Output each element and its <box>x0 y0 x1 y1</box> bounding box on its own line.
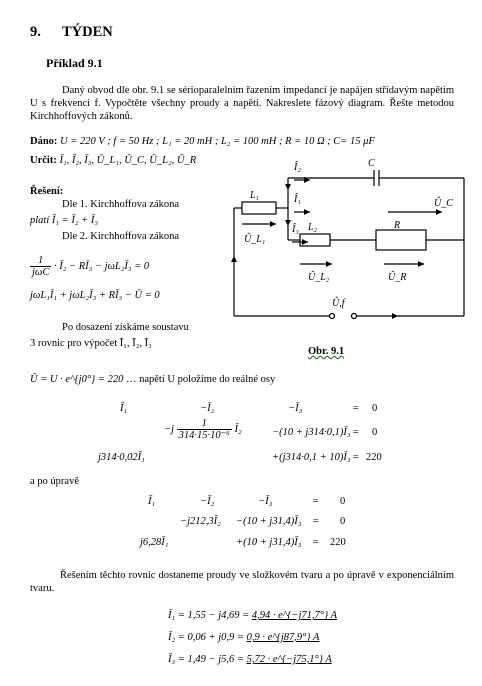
label-uf: Û,f <box>332 298 345 309</box>
sys2-r1-eq: = <box>312 496 320 507</box>
result-i1-left: Ī₁ = 1,55 − j4,69 = <box>168 610 252 621</box>
label-i2: Î₂ <box>294 162 301 173</box>
sys1-r1-c1: Ī₁ <box>120 403 128 414</box>
chapter-title: TÝDEN <box>62 24 113 40</box>
sys2-r2-c2: −j212,3Ī₂ <box>180 516 221 527</box>
sys1-r2-minus-j: −j <box>164 423 175 435</box>
find-text: Ī₁, Ī₂, Ī₃, Ū_L₁, Ū_C, Ū_L₂, Ū_R <box>59 155 197 166</box>
label-ul2: Û_L₂ <box>308 272 330 283</box>
closing-paragraph: Řešením těchto rovnic dostaneme proudy ve složkovém tvaru a po úpravě v exponenciálním tvaru. <box>30 570 454 594</box>
sys2-r3-eq: = <box>312 537 320 548</box>
substitution-text-2: 3 rovnic pro výpočet Ī₁, Ī₂, Ī₃ <box>30 338 152 349</box>
sys2-r3-c3: +(10 + j31,4)Ī₃ <box>236 537 302 548</box>
result-i3-left: Ī₃ = 1,49 − j5,6 = <box>168 654 247 665</box>
find-label: Určit: <box>30 155 57 166</box>
result-i2 <box>168 632 319 643</box>
kvl-equation-1 <box>30 255 149 278</box>
u-definition-line <box>30 374 275 385</box>
result-i1-right: 4,94 · e^{−j71,7°} A <box>251 610 337 621</box>
sys2-r1-c2: −Ī₂ <box>200 496 215 507</box>
inductor-l2 <box>300 234 330 246</box>
solution-label: Řešení: <box>30 186 64 197</box>
given-text: U = 220 V ; f = 50 Hz ; L₁ = 20 mH ; L₂ = 100 mH ; R = 10 Ω ; C= 15 μF <box>60 136 375 147</box>
sys1-r3-c1: j314·0,02Ī₁ <box>98 452 145 463</box>
kvl-equation-2: jωL₁Ī₁ + jωL₂Ī₃ + RĪ₃ − Ū = 0 <box>30 290 160 301</box>
sys1-r3-rhs: 220 <box>366 452 382 463</box>
sys1-r2-fraction <box>177 418 232 441</box>
result-i3-right: 5,72 · e^{−j75,1°} A <box>246 654 332 665</box>
sys1-r1-eq: = <box>352 403 360 414</box>
sys2-r1-c3: −Ī₃ <box>258 496 273 507</box>
sys1-r3-eq: = <box>352 452 360 463</box>
result-i1 <box>168 610 337 621</box>
kirchhoff1-equation: platí Ī₁ = Ī₂ + Ī₃ <box>30 215 98 226</box>
kvl-fraction <box>30 255 51 278</box>
u-note: … napětí U položíme do reálné osy <box>125 374 276 385</box>
kvl-fraction-num: 1 <box>30 255 51 267</box>
label-i1: Î₁ <box>294 194 301 205</box>
sys1-r2-rhs: 0 <box>372 427 378 438</box>
intro-paragraph: Daný obvod dle obr. 9.1 se sérioparalelním řazením impedancí je napájen střídavým napětím U s frekvencí f. Vypočtěte všechny proudy a napětí. Nakreslete fázový diagram. Řešte metodou Kirchhoffových zákonů. <box>30 85 454 122</box>
sys2-r2-rhs: 0 <box>340 516 346 527</box>
result-i3 <box>168 654 332 665</box>
resistor-r <box>376 230 426 250</box>
sys1-r1-c2: −Ī₂ <box>200 403 215 414</box>
sys2-r2-eq: = <box>312 516 320 527</box>
chapter-number: 9. <box>30 24 41 40</box>
circuit-diagram <box>228 156 472 356</box>
given-line <box>30 136 375 147</box>
given-label: Dáno: <box>30 136 58 147</box>
sys2-r1-rhs: 0 <box>340 496 346 507</box>
find-line <box>30 155 196 166</box>
label-l1: L₁ <box>250 190 260 201</box>
label-ur: Û_R <box>388 272 407 283</box>
terminal-left <box>330 314 335 319</box>
label-i3: Î₃ <box>292 224 299 235</box>
example-title <box>46 56 103 71</box>
kirchhoff1-text: Dle 1. Kirchhoffova zákona <box>62 199 180 210</box>
result-i2-right: 0,9 · e^{j87,9°} A <box>246 632 320 643</box>
sys2-r3-rhs: 220 <box>330 537 346 548</box>
sys1-r2-eq: = <box>352 427 360 438</box>
kvl-equation-1-rest: · Ī₂ − RĪ₃ − jωL₂Ī₃ = 0 <box>53 260 150 272</box>
u-definition: Ū = U · e^{j0°} = 220 <box>30 374 124 385</box>
sys1-r2-frac-den: 314·15·10⁻⁶ <box>178 430 230 441</box>
terminal-right <box>352 314 357 319</box>
inductor-l1 <box>242 202 276 214</box>
label-uc: Û_C <box>434 198 453 209</box>
kirchhoff2-text: Dle 2. Kirchhoffova zákona <box>62 231 180 242</box>
sys1-r2-c3: −(10 + j314·0,1)Ī₃ <box>272 427 351 438</box>
label-r: R <box>394 220 401 231</box>
sys2-r3-c1: j6,28Ī₁ <box>140 537 169 548</box>
sys1-r1-c3: −Ī₃ <box>288 403 303 414</box>
example-title-text: Příklad 9.1 <box>46 56 103 70</box>
sys1-r2-frac-num: 1 <box>177 418 232 430</box>
sys1-r2-i2: Ī₂ <box>234 423 242 435</box>
sys1-r2-c2 <box>164 418 242 441</box>
kvl-fraction-den: jωC <box>32 267 50 278</box>
label-l2: L₂ <box>308 222 318 233</box>
figure-caption: Obr. 9.1 <box>308 346 345 357</box>
sys2-r1-c1: Ī₁ <box>148 496 156 507</box>
substitution-text: Po dosazení získáme soustavu <box>62 322 189 333</box>
sys1-r3-c3: +(j314·0,1 + 10)Ī₃ <box>272 452 351 463</box>
sys2-r2-c3: −(10 + j31,4)Ī₃ <box>236 516 302 527</box>
label-c: C <box>368 158 375 169</box>
after-label: a po úpravě <box>30 476 79 487</box>
label-ul1: Û_L₁ <box>244 234 266 245</box>
result-i2-left: Ī₂ = 0,06 + j0,9 = <box>168 632 247 643</box>
sys1-r1-rhs: 0 <box>372 403 378 414</box>
